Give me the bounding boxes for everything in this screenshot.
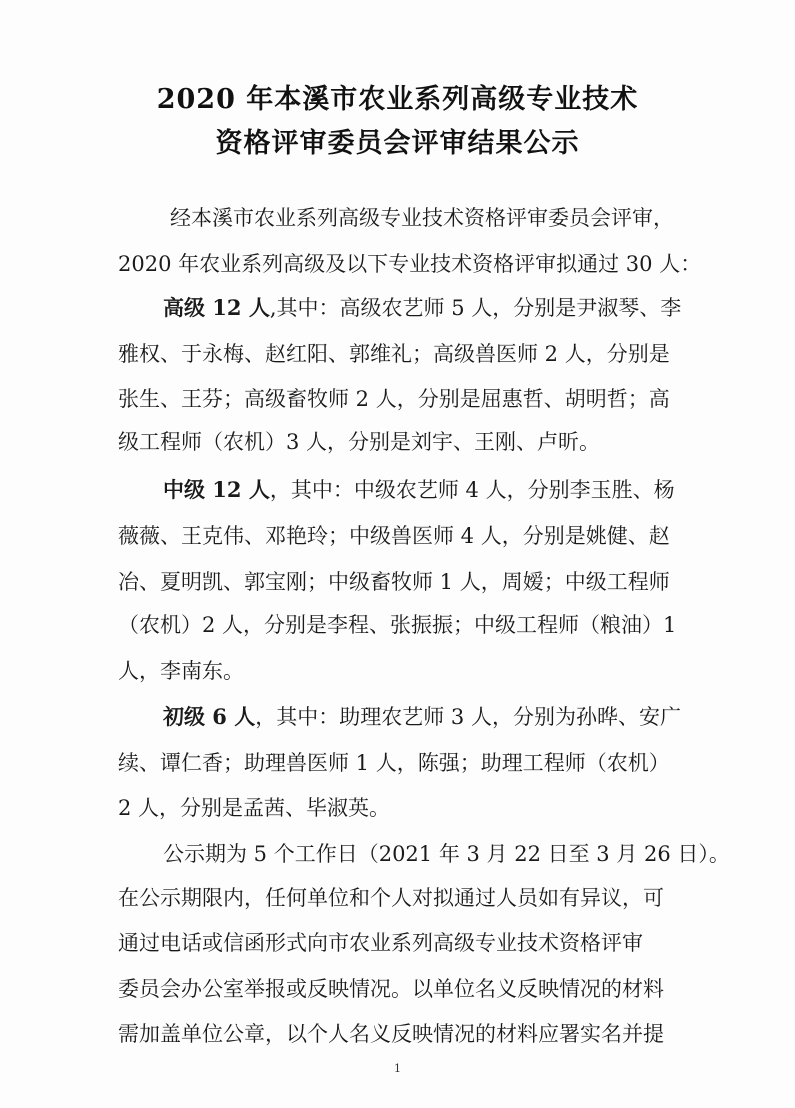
senior-paragraph-line-1 (163, 293, 681, 323)
document-title-line-1: 2020 年本溪市农业系列高级专业技术 (156, 84, 639, 115)
notice-line-1: 公示期为 5 个工作日（2021 年 3 月 22 日至 3 月 26 日）。 (163, 842, 730, 866)
intermediate-paragraph-line-3: 冶、夏明凯、郭宝刚；中级畜牧师 1 人，周嫒；中级工程师 (118, 570, 670, 594)
intermediate-paragraph-line-4: （农机）2 人，分别是李程、张振振；中级工程师（粮油）1 (118, 613, 677, 637)
intermediate-paragraph-line-1 (163, 475, 675, 505)
notice-line-3: 通过电话或信函形式向市农业系列高级专业技术资格评审 (118, 931, 643, 955)
notice-line-4: 委员会办公室举报或反映情况。以单位名义反映情况的材料 (118, 977, 664, 1001)
notice-line-5: 需加盖单位公章，以个人名义反映情况的材料应署实名并提 (118, 1022, 664, 1046)
intermediate-lead: 中级 12 人 (163, 477, 270, 502)
page-number: 1 (394, 1062, 401, 1075)
intro-line-1: 经本溪市农业系列高级专业技术资格评审委员会评审， (170, 206, 674, 230)
notice-line-2: 在公示期限内，任何单位和个人对拟通过人员如有异议，可 (118, 886, 664, 910)
junior-paragraph-line-3: 2 人，分别是孟茜、毕淑英。 (118, 796, 391, 820)
junior-lead: 初级 6 人 (163, 704, 256, 729)
intermediate-paragraph-line-2: 薇薇、王克伟、邓艳玲；中级兽医师 4 人，分别是姚健、赵 (118, 524, 670, 548)
junior-line-1-text: ，其中：助理农艺师 3 人，分别为孙晔、安广 (255, 705, 681, 729)
intermediate-paragraph-line-5: 人，李南东。 (118, 659, 244, 683)
intro-line-2: 2020 年农业系列高级及以下专业技术资格评审拟通过 30 人： (118, 252, 702, 276)
junior-paragraph-line-2: 续、谭仁香；助理兽医师 1 人，陈强；助理工程师（农机） (118, 751, 670, 775)
intermediate-line-1-text: ，其中：中级农艺师 4 人，分别李玉胜、杨 (269, 478, 675, 502)
senior-paragraph-line-4: 级工程师（农机）3 人，分别是刘宇、王刚、卢昕。 (118, 430, 601, 454)
junior-paragraph-line-1 (163, 702, 681, 732)
senior-paragraph-line-3: 张生、王芬；高级畜牧师 2 人，分别是屈惠哲、胡明哲；高 (118, 387, 670, 411)
senior-lead: 高级 12 人 (163, 295, 270, 320)
senior-paragraph-line-2: 雅权、于永梅、赵红阳、郭维礼；高级兽医师 2 人，分别是 (118, 342, 670, 366)
document-title-line-2: 资格评审委员会评审结果公示 (215, 128, 580, 159)
senior-line-1-text: ,其中：高级农艺师 5 人，分别是尹淑琴、李 (269, 296, 682, 320)
